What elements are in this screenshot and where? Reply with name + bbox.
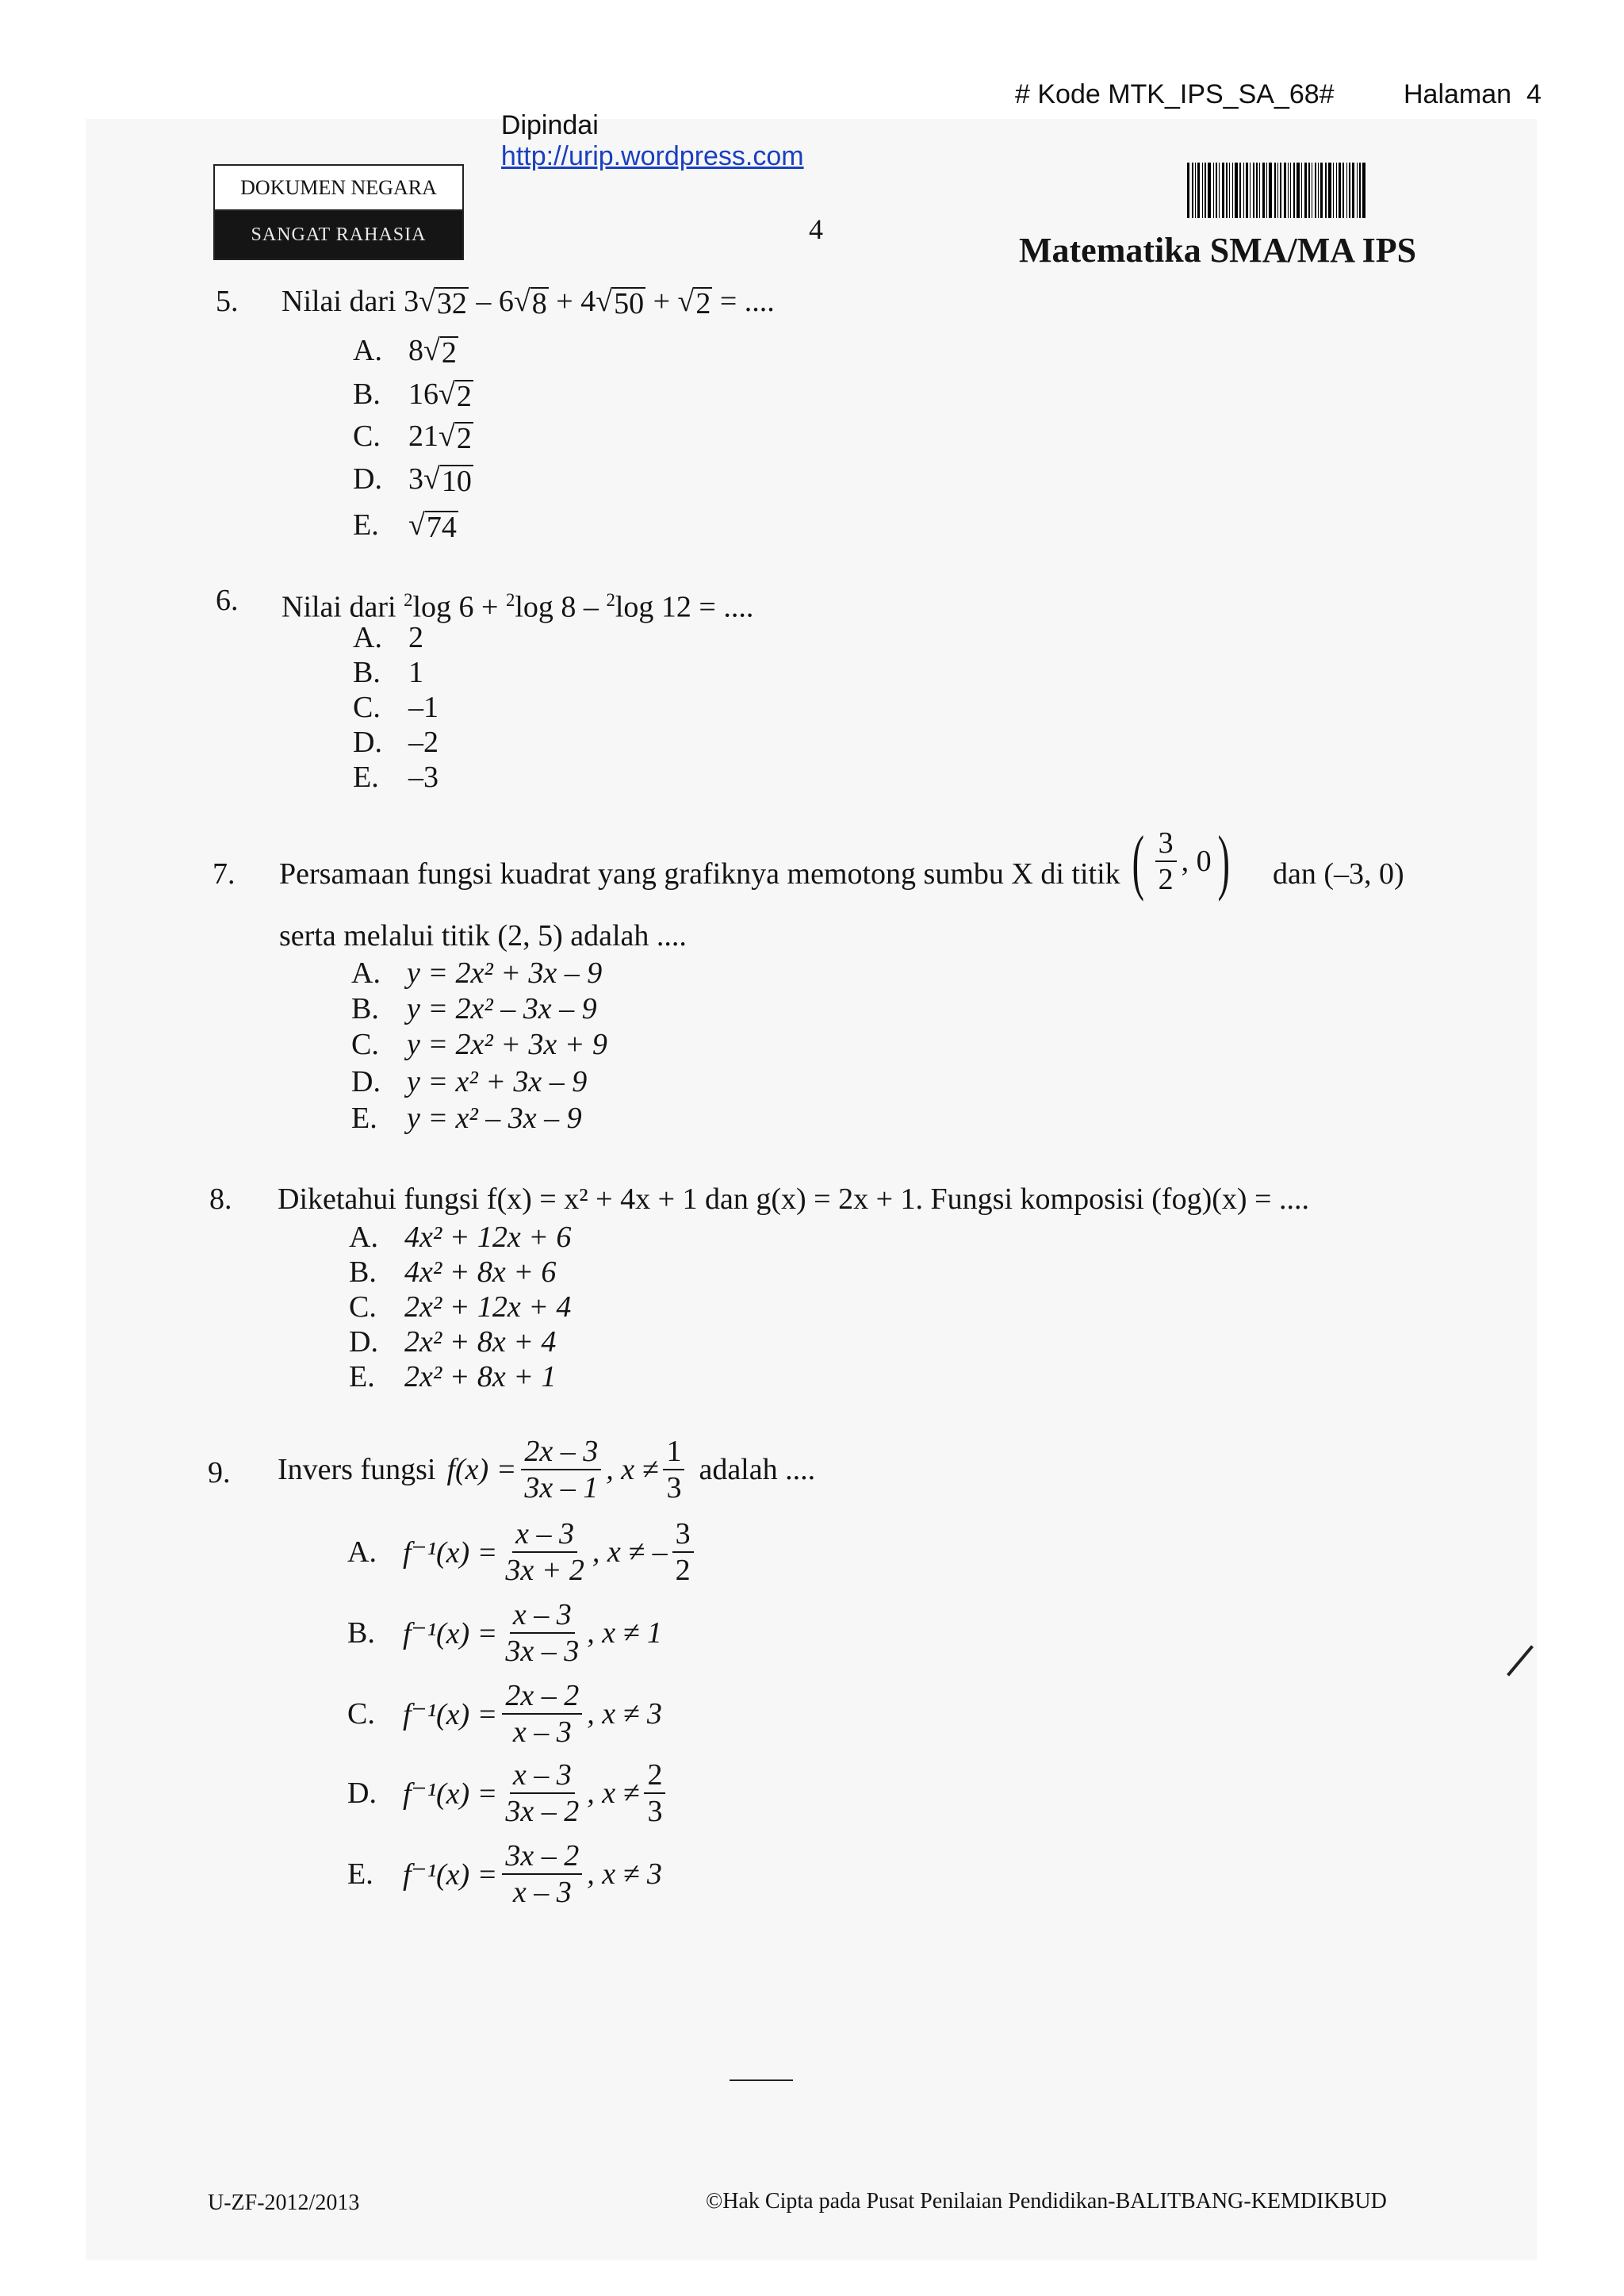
barcode-bar [1266,163,1267,218]
option-value: –3 [408,761,439,794]
barcode-bar [1205,163,1206,218]
option-value: –1 [408,691,439,724]
point-y: , 0 [1181,845,1212,878]
option-letter: D. [351,1065,381,1098]
scan-source-link[interactable]: http://urip.wordpress.com [500,141,804,171]
barcode-icon [1187,163,1433,218]
barcode-bar [1202,163,1203,218]
radicand: 2 [456,380,472,413]
option-letter: D. [349,1325,378,1359]
barcode-bar [1243,163,1244,218]
answer-option [353,725,439,760]
answer-option [349,1255,556,1290]
barcode-bar [1259,163,1260,218]
barcode-bar [1208,163,1211,218]
log-base: 2 [404,590,413,610]
domain-condition: , x ≠ 1 [587,1616,662,1650]
question-7-line2: serta melalui titik (2, 5) adalah .... [279,919,687,953]
option-letter: A. [353,621,382,654]
barcode-bar [1328,163,1331,218]
barcode-bar [1357,163,1358,218]
option-letter: D. [353,462,382,496]
inverse-function-lhs: f⁻¹(x) = [403,1777,498,1811]
q5-tail: = .... [712,285,775,318]
option-letter: E. [353,761,379,794]
domain-condition: , x ≠ 3 [587,1697,662,1731]
barcode-bar [1256,163,1258,218]
subject-title: Matematika SMA/MA IPS [1019,231,1417,270]
barcode-bar [1346,163,1347,218]
barcode-bar [1284,163,1286,218]
option-letter: A. [353,334,382,367]
q5-coef-2: – 6 [468,285,514,318]
barcode-bar [1352,163,1354,218]
answer-option [351,1027,607,1062]
question-9-number: 9. [208,1456,231,1489]
fraction [644,1757,665,1829]
barcode-bar [1277,163,1278,218]
numerator: 3 [672,1516,694,1553]
barcode-bar [1239,163,1241,218]
exam-code: # Kode MTK_IPS_SA_68# [1015,79,1335,109]
fraction [502,1838,582,1910]
question-5-prompt: Nilai dari [282,285,396,318]
page-number: 4 [809,213,823,245]
barcode-bar [1359,163,1361,218]
option-value: –2 [408,726,439,759]
option-value: y = 2x² – 3x – 9 [407,992,597,1025]
barcode-bar [1222,163,1224,218]
inverse-function-lhs: f⁻¹(x) = [403,1535,498,1570]
answer-option [349,1290,571,1324]
option-value: 4x² + 8x + 6 [404,1255,557,1289]
option-letter: B. [351,992,379,1025]
numerator: x – 3 [512,1516,577,1553]
barcode-bar [1197,163,1200,218]
numerator: 2x – 2 [502,1678,582,1715]
function-lhs: f(x) = [446,1453,517,1486]
barcode-bar [1274,163,1276,218]
domain-condition: , x ≠ [606,1453,659,1486]
barcode-bar [1333,163,1334,218]
option-letter: E. [353,508,379,542]
option-letter: E. [347,1857,373,1891]
answer-option [347,1597,662,1669]
footer-copyright: ©Hak Cipta pada Pusat Penilaian Pendidikan-BALITBANG-KEMDIKBUD [706,2189,1387,2214]
inverse-function-lhs: f⁻¹(x) = [403,1697,498,1731]
barcode-bar [1304,163,1307,218]
fraction: $\frac{2x - 3}{3x - 1}$ [521,1434,601,1505]
barcode-bar [1216,163,1217,218]
barcode-bar [1290,163,1291,218]
answer-option [351,991,597,1026]
barcode-bar [1297,163,1300,218]
log-base: 2 [505,590,515,610]
question-7-number: 7. [213,857,236,891]
option-value: 2x² + 12x + 4 [404,1290,572,1324]
fraction: $\frac{1}{3}$ [663,1434,684,1505]
option-value: y = 2x² + 3x + 9 [407,1028,607,1061]
log-base: 2 [606,590,615,610]
page-label: Halaman 4 [1404,79,1542,109]
doc-classification-bottom: SANGAT RAHASIA [215,211,462,259]
option-letter: A. [349,1221,378,1254]
option-letter: C. [349,1290,377,1324]
radical-sign: √ [423,462,440,496]
answer-option [353,690,439,725]
option-coefficient: 3 [408,462,423,496]
radicand: 2 [441,336,457,370]
question-5-text [282,284,775,319]
answer-option [349,1359,556,1394]
answer-option [349,1324,556,1359]
answer-option [347,1678,662,1750]
barcode-bar [1293,163,1295,218]
radical-sign: √ [439,378,455,411]
answer-option [347,1838,662,1910]
barcode-bar [1320,163,1323,218]
answer-option [347,1757,670,1829]
option-coefficient: 16 [408,378,439,411]
barcode-bar [1301,163,1302,218]
option-letter: B. [353,656,381,689]
radical-sign: √ [408,508,425,542]
barcode-bar [1336,163,1337,218]
fraction [502,1516,588,1588]
fraction [672,1516,694,1588]
radical-sign: √ [439,420,455,453]
denominator: 3x – 3 [505,1635,580,1668]
answer-option [351,1101,582,1136]
barcode-bar [1280,163,1281,218]
option-letter: A. [351,956,381,990]
option-letter: C. [351,1028,379,1061]
question-9-text [278,1434,815,1505]
barcode-bar [1362,163,1365,218]
option-letter: B. [349,1255,377,1289]
answer-option [351,956,602,991]
barcode-bar [1192,163,1193,218]
barcode-bar [1235,163,1238,218]
option-letter: B. [347,1616,375,1650]
radicand: 2 [456,422,472,455]
answer-option [353,620,423,655]
log-term: log 8 – [515,590,607,624]
option-letter: E. [349,1360,375,1393]
barcode-bar [1253,163,1254,218]
option-letter: E. [351,1102,377,1135]
question-6-number: 6. [216,584,239,617]
q5-coef-3: + 4 [548,285,596,318]
answer-option [349,1220,571,1255]
denominator: x – 3 [512,1876,572,1909]
barcode-bar [1315,163,1316,218]
option-value: 2x² + 8x + 1 [404,1360,557,1393]
denominator: x – 3 [512,1715,572,1749]
q5-coef-1: 3 [404,285,419,318]
question-7-line1: Persamaan fungsi kuadrat yang grafiknya memotong sumbu X di titik [279,857,1120,891]
numerator: x – 3 [510,1597,575,1634]
denominator: 3x + 2 [505,1554,584,1587]
option-coefficient: 21 [408,420,439,453]
option-letter: D. [347,1777,377,1810]
barcode-bar [1339,163,1341,218]
fraction [502,1678,582,1750]
numerator: 3x – 2 [502,1838,582,1875]
question-6-prompt: Nilai dari [282,590,396,624]
fraction [502,1757,582,1829]
barcode-bar [1195,163,1196,218]
option-value: 2x² + 8x + 4 [404,1325,557,1359]
left-paren-icon: ( [1132,821,1144,902]
answer-option [347,1516,699,1588]
sqrt-icon [423,462,473,496]
radicand: 10 [441,465,472,498]
option-letter: C. [353,420,381,453]
barcode-bar [1232,163,1233,218]
barcode-bar [1213,163,1214,218]
answer-option [351,1064,587,1099]
fraction [502,1597,582,1669]
option-letter: C. [347,1697,375,1731]
answer-option [353,377,473,412]
option-value: y = x² + 3x – 9 [407,1065,588,1098]
sqrt-icon [439,377,473,412]
barcode-bar [1226,163,1228,218]
fraction: $\frac{3}{2}$ [1155,826,1177,897]
barcode-bar [1219,163,1220,218]
option-value: 4x² + 12x + 6 [404,1221,572,1254]
barcode-bar [1342,163,1344,218]
question-9-tail: adalah .... [699,1453,816,1486]
question-9-prompt: Invers fungsi [278,1453,436,1486]
option-letter: C. [353,691,381,724]
domain-condition: , x ≠ [587,1777,640,1810]
option-letter: A. [347,1535,377,1569]
option-coefficient: 8 [408,334,423,367]
radical-sign: √ [423,334,440,367]
sqrt-icon: √ 8 [513,285,547,320]
option-value: 2 [408,621,423,654]
option-value: y = x² – 3x – 9 [407,1102,582,1135]
option-letter: B. [353,378,381,411]
barcode-bar [1246,163,1248,218]
barcode-bar [1349,163,1350,218]
numerator: x – 3 [510,1757,575,1794]
denominator: 2 [675,1554,691,1587]
sqrt-icon [408,508,458,542]
log-term: log 12 = .... [615,590,754,624]
barcode-bar [1250,163,1251,218]
inverse-function-lhs: f⁻¹(x) = [403,1616,498,1650]
sqrt-icon: √ 32 [419,285,467,320]
question-6-text [282,583,753,625]
domain-condition: , x ≠ – [592,1535,668,1569]
doc-classification-top: DOKUMEN NEGARA [215,166,462,211]
answer-option [353,760,439,795]
scan-source-prefix: Dipindai [500,110,599,140]
option-letter: D. [353,726,382,759]
barcode-bar [1308,163,1310,218]
denominator: 3 [647,1795,663,1828]
option-value: y = 2x² + 3x – 9 [407,956,603,990]
sqrt-icon [423,333,458,368]
document-classification-box [213,164,464,260]
answer-option [353,655,423,690]
log-term: log 6 + [412,590,506,624]
numerator: 2 [644,1757,665,1794]
right-paren-icon: ) [1217,821,1230,902]
sqrt-icon: √ 2 [677,285,711,320]
barcode-bar [1325,163,1327,218]
scan-mark [730,2079,793,2081]
answer-option [353,508,458,542]
footer-code: U-ZF-2012/2013 [208,2191,360,2215]
question-8-number: 8. [209,1182,232,1216]
answer-option [353,419,473,454]
answer-option [353,462,473,496]
radicand: 74 [426,511,457,544]
sqrt-icon: √ 50 [596,285,645,320]
barcode-bar [1187,163,1189,218]
domain-condition: , x ≠ 3 [587,1857,662,1891]
barcode-bar [1269,163,1272,218]
denominator: 3x – 2 [505,1795,580,1828]
question-5-number: 5. [216,285,239,318]
answer-option [353,333,458,368]
barcode-bar [1229,163,1230,218]
question-7-point [1126,821,1235,902]
question-8-text: Diketahui fungsi f(x) = x² + 4x + 1 dan g(x) = 2x + 1. Fungsi komposisi (fog)(x) = .... [278,1182,1309,1216]
option-value: 1 [408,656,423,689]
barcode-bar [1318,163,1319,218]
q5-coef-4: + [645,285,678,318]
scan-source [486,79,804,172]
sqrt-icon [439,419,473,454]
barcode-bar [1288,163,1289,218]
inverse-function-lhs: f⁻¹(x) = [403,1857,498,1892]
question-7-line1-tail: dan (–3, 0) [1273,857,1404,891]
barcode-bar [1262,163,1265,218]
